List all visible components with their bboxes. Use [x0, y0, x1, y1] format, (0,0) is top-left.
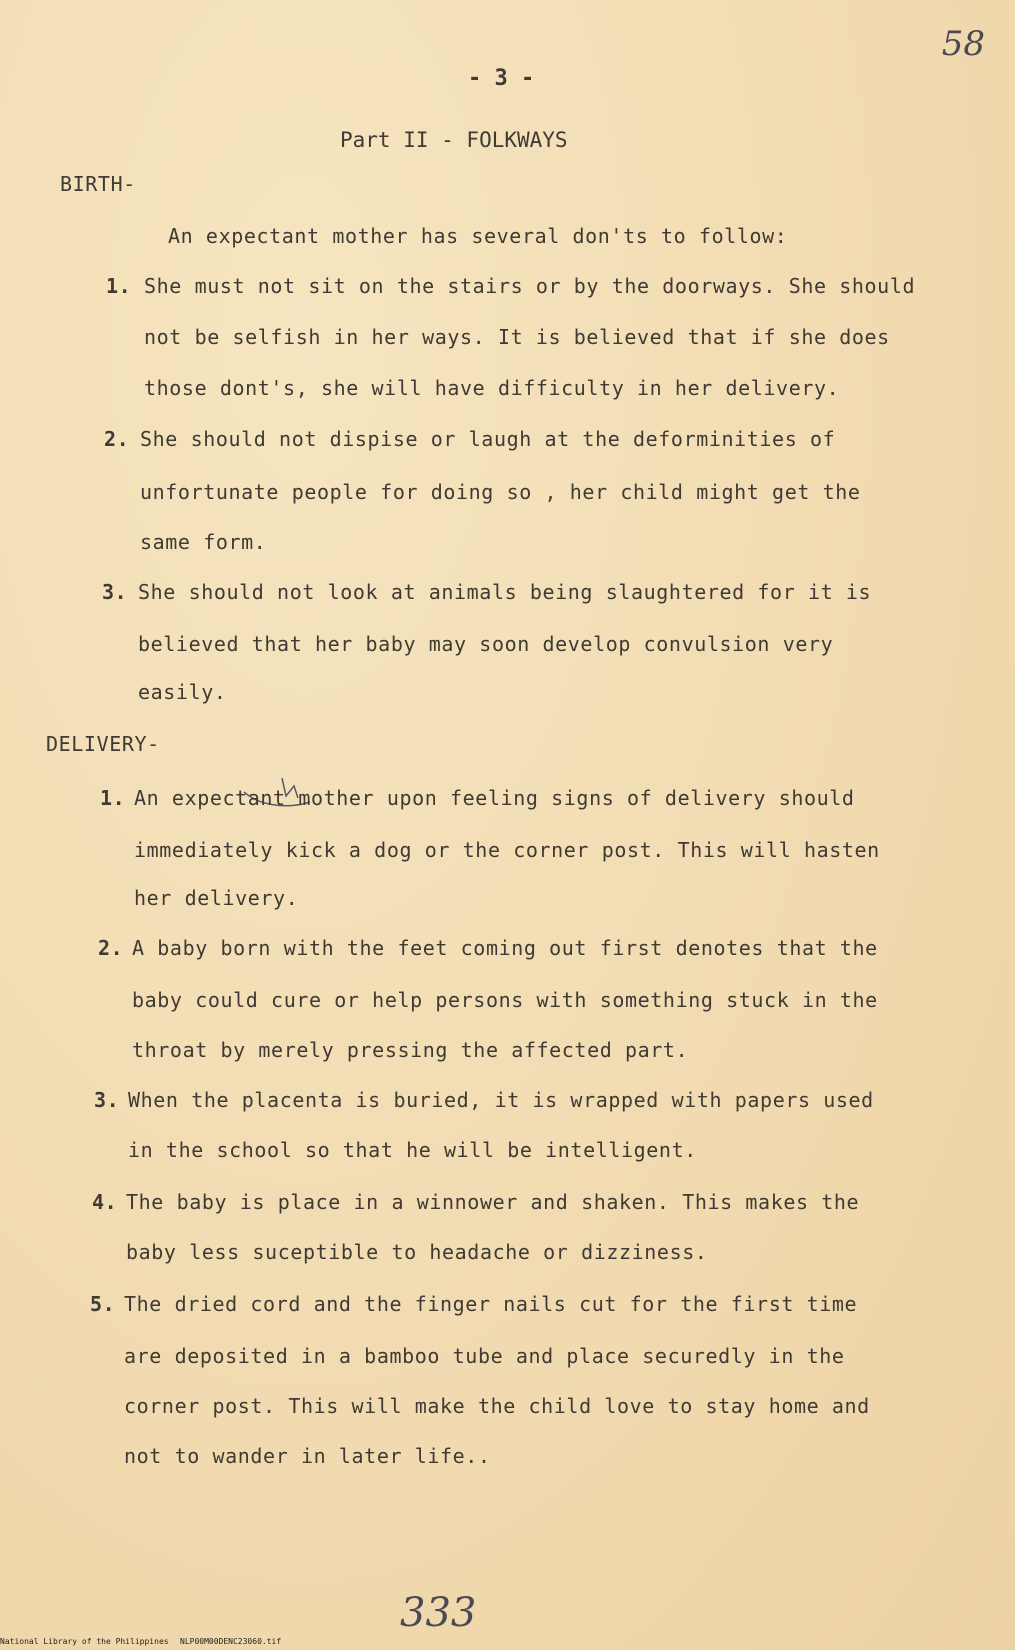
- item-line: baby less suceptible to headache or dizziness.: [126, 1240, 708, 1264]
- item-line: are deposited in a bamboo tube and place securedly in the: [124, 1344, 845, 1368]
- item-line: The baby is place in a winnower and shaken. This makes the: [126, 1190, 860, 1214]
- item-line: A baby born with the feet coming out first denotes that the: [132, 936, 878, 960]
- item-line: unfortunate people for doing so , her child might get the: [140, 480, 861, 504]
- part-title: Part II - FOLKWAYS: [340, 128, 568, 152]
- item-line: believed that her baby may soon develop convulsion very: [138, 632, 834, 656]
- archive-file-reference: NLP00M00DENC23060.tif: [180, 1637, 282, 1646]
- item-number: 3.: [94, 1088, 120, 1112]
- item-line: easily.: [138, 680, 227, 704]
- item-line: immediately kick a dog or the corner post. This will hasten: [134, 838, 880, 862]
- item-line: She should not look at animals being slaughtered for it is: [138, 580, 872, 604]
- item-number: 5.: [90, 1292, 116, 1316]
- item-line: in the school so that he will be intelligent.: [128, 1138, 697, 1162]
- page-header-number: - 3 -: [468, 66, 535, 91]
- item-line: same form.: [140, 530, 267, 554]
- item-line: When the placenta is buried, it is wrapped with papers used: [128, 1088, 874, 1112]
- birth-intro: An expectant mother has several don'ts to follow:: [168, 224, 788, 248]
- item-line: her delivery.: [134, 886, 299, 910]
- item-number: 3.: [102, 580, 128, 604]
- item-line: She should not dispise or laugh at the deforminities of: [140, 427, 836, 451]
- item-number: 4.: [92, 1190, 118, 1214]
- archive-source-label: National Library of the Philippines: [0, 1637, 169, 1646]
- item-number: 2.: [104, 427, 130, 451]
- item-line: corner post. This will make the child love to stay home and: [124, 1394, 870, 1418]
- item-line: baby could cure or help persons with something stuck in the: [132, 988, 878, 1012]
- item-line: not to wander in later life..: [124, 1444, 491, 1468]
- section-label-delivery: DELIVERY-: [46, 732, 160, 756]
- item-line: those dont's, she will have difficulty in her delivery.: [144, 376, 840, 400]
- item-line: She must not sit on the stairs or by the doorways. She should: [144, 274, 916, 298]
- item-line: throat by merely pressing the affected part.: [132, 1038, 689, 1062]
- item-line: not be selfish in her ways. It is believed that if she does: [144, 325, 890, 349]
- handwritten-page-number: 58: [941, 24, 985, 64]
- handwritten-archive-number: 333: [400, 1590, 477, 1636]
- item-number: 1.: [106, 274, 132, 298]
- section-label-birth: BIRTH-: [60, 172, 136, 196]
- item-number: 2.: [98, 936, 124, 960]
- item-line: An expectant mother upon feeling signs of delivery should: [134, 786, 855, 810]
- item-line: The dried cord and the finger nails cut for the first time: [124, 1292, 858, 1316]
- item-number: 1.: [100, 786, 126, 810]
